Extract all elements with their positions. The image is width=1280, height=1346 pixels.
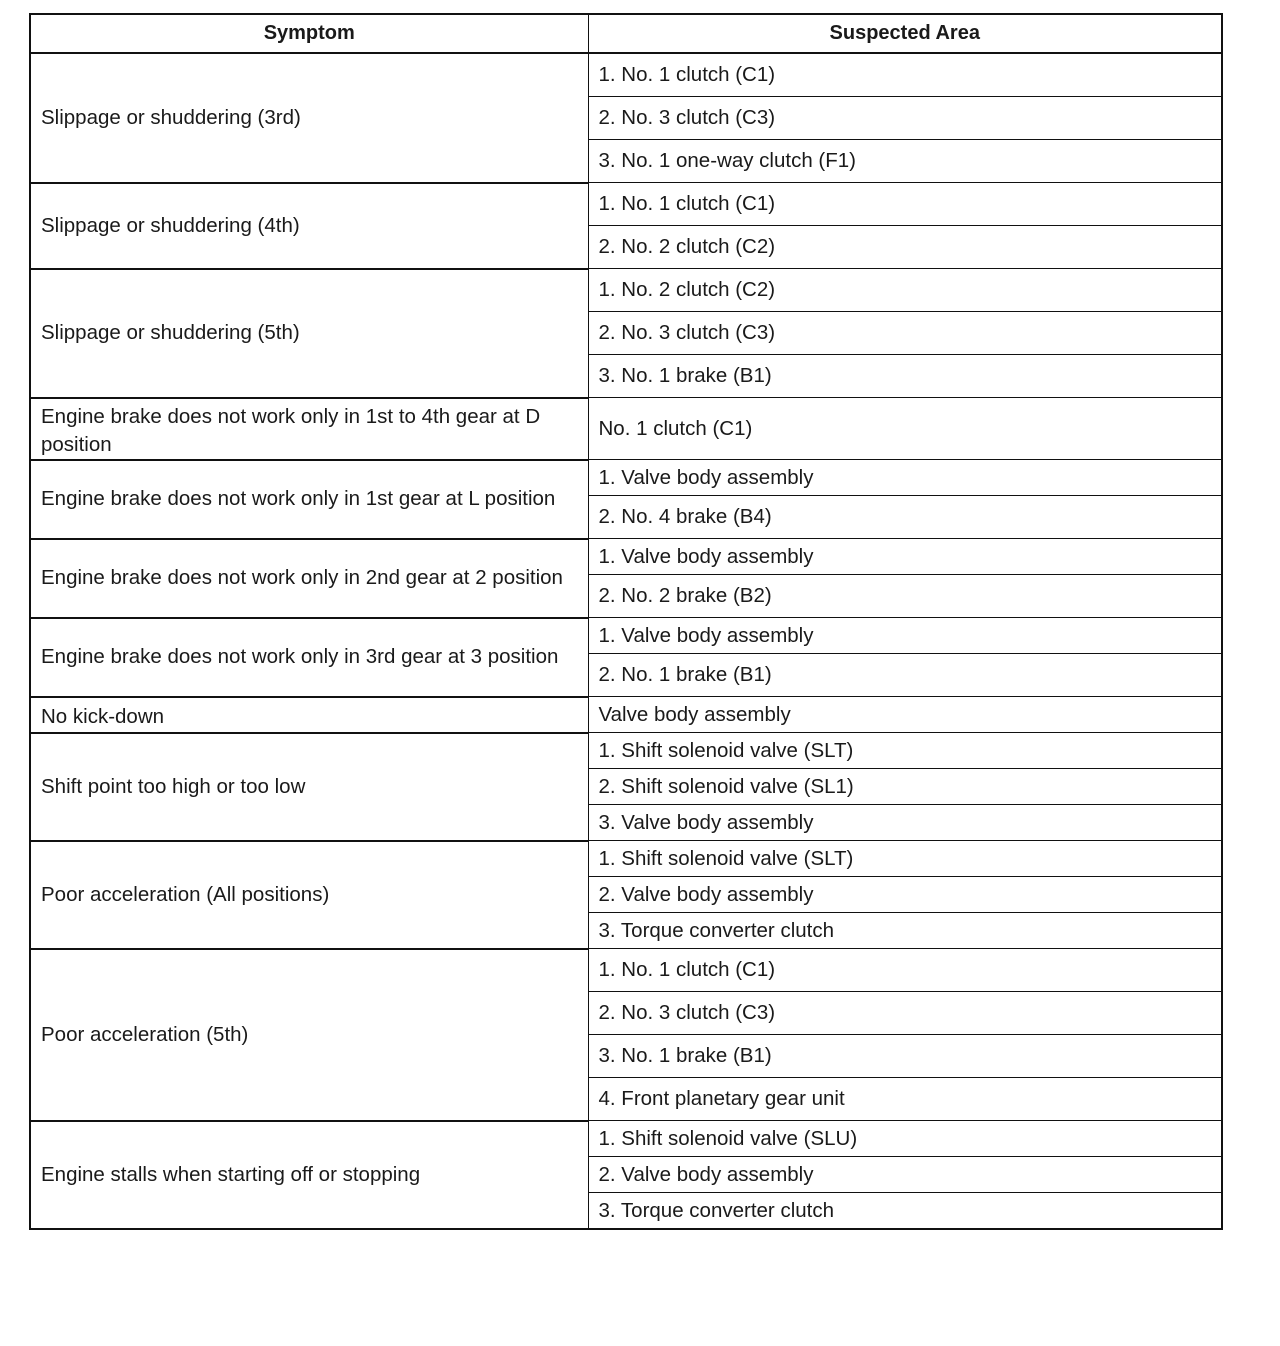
symptom-cell: Slippage or shuddering (3rd)	[30, 53, 588, 183]
suspected-area-cell: 2. No. 2 brake (B2)	[588, 575, 1222, 618]
symptom-cell: Engine stalls when starting off or stopping	[30, 1121, 588, 1230]
symptom-cell: Engine brake does not work only in 1st to 4th gear at D position	[30, 398, 588, 460]
table-row	[30, 618, 1222, 654]
suspected-area-cell: 3. No. 1 one-way clutch (F1)	[588, 140, 1222, 183]
suspected-area-cell: 1. No. 2 clutch (C2)	[588, 269, 1222, 312]
symptom-cell: Shift point too high or too low	[30, 733, 588, 841]
header-symptom: Symptom	[30, 14, 588, 53]
table-row	[30, 539, 1222, 575]
suspected-area-cell: 2. No. 3 clutch (C3)	[588, 312, 1222, 355]
table-row	[30, 841, 1222, 877]
suspected-area-cell: 2. No. 3 clutch (C3)	[588, 992, 1222, 1035]
table-row	[30, 53, 1222, 97]
table-row	[30, 269, 1222, 312]
table-row	[30, 183, 1222, 226]
symptom-table	[29, 13, 1223, 1230]
suspected-area-cell: 1. Valve body assembly	[588, 618, 1222, 654]
symptom-cell: Engine brake does not work only in 2nd gear at 2 position	[30, 539, 588, 618]
suspected-area-cell: 4. Front planetary gear unit	[588, 1078, 1222, 1121]
suspected-area-cell: No. 1 clutch (C1)	[588, 398, 1222, 460]
suspected-area-cell: 1. No. 1 clutch (C1)	[588, 53, 1222, 97]
suspected-area-cell: Valve body assembly	[588, 697, 1222, 733]
suspected-area-cell: 1. Shift solenoid valve (SLT)	[588, 841, 1222, 877]
suspected-area-cell: 2. No. 4 brake (B4)	[588, 496, 1222, 539]
table-header-row	[30, 14, 1222, 53]
symptom-cell: Engine brake does not work only in 1st gear at L position	[30, 460, 588, 539]
symptom-cell: Poor acceleration (5th)	[30, 949, 588, 1121]
suspected-area-cell: 2. No. 3 clutch (C3)	[588, 97, 1222, 140]
suspected-area-cell: 1. Shift solenoid valve (SLT)	[588, 733, 1222, 769]
suspected-area-cell: 3. Torque converter clutch	[588, 1193, 1222, 1230]
suspected-area-cell: 2. Shift solenoid valve (SL1)	[588, 769, 1222, 805]
suspected-area-cell: 2. Valve body assembly	[588, 1157, 1222, 1193]
symptom-cell: Poor acceleration (All positions)	[30, 841, 588, 949]
suspected-area-cell: 1. Valve body assembly	[588, 539, 1222, 575]
suspected-area-cell: 2. No. 2 clutch (C2)	[588, 226, 1222, 269]
symptom-cell: Engine brake does not work only in 3rd gear at 3 position	[30, 618, 588, 697]
suspected-area-cell: 3. No. 1 brake (B1)	[588, 1035, 1222, 1078]
symptom-cell: No kick-down	[30, 697, 588, 733]
table-row	[30, 460, 1222, 496]
suspected-area-cell: 3. No. 1 brake (B1)	[588, 355, 1222, 398]
suspected-area-cell: 3. Torque converter clutch	[588, 913, 1222, 949]
suspected-area-cell: 2. No. 1 brake (B1)	[588, 654, 1222, 697]
suspected-area-cell: 1. No. 1 clutch (C1)	[588, 949, 1222, 992]
suspected-area-cell: 1. Shift solenoid valve (SLU)	[588, 1121, 1222, 1157]
symptom-cell: Slippage or shuddering (4th)	[30, 183, 588, 269]
table-row	[30, 697, 1222, 733]
suspected-area-cell: 2. Valve body assembly	[588, 877, 1222, 913]
table-row	[30, 733, 1222, 769]
suspected-area-cell: 3. Valve body assembly	[588, 805, 1222, 841]
suspected-area-cell: 1. Valve body assembly	[588, 460, 1222, 496]
table-row	[30, 949, 1222, 992]
table-row	[30, 398, 1222, 460]
header-suspected-area: Suspected Area	[588, 14, 1222, 53]
symptom-cell: Slippage or shuddering (5th)	[30, 269, 588, 398]
suspected-area-cell: 1. No. 1 clutch (C1)	[588, 183, 1222, 226]
table-row	[30, 1121, 1222, 1157]
